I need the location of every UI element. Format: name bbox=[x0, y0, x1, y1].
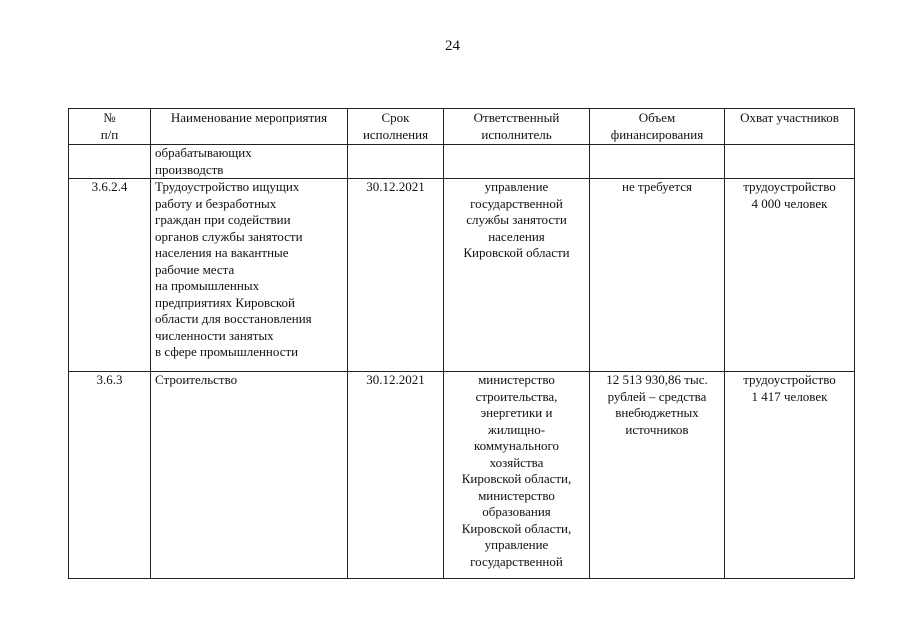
cell-financing: 12 513 930,86 тыс. рублей – средства внебюджетных источников bbox=[590, 372, 725, 579]
cell-coverage: трудоустройство 1 417 человек bbox=[725, 372, 855, 579]
measures-table bbox=[68, 108, 855, 579]
cell-responsible bbox=[444, 145, 590, 179]
cell-financing: не требуется bbox=[590, 179, 725, 372]
cell-coverage: трудоустройство 4 000 человек bbox=[725, 179, 855, 372]
cell-name: обрабатывающих производств bbox=[151, 145, 348, 179]
header-number: № п/п bbox=[69, 109, 151, 145]
cell-responsible: управление государственной службы занятости населения Кировской области bbox=[444, 179, 590, 372]
cell-responsible: министерство строительства, энергетики и жилищно- коммунального хозяйства Кировской области, министерство образования Кировской области, управление государственной bbox=[444, 372, 590, 579]
cell-financing bbox=[590, 145, 725, 179]
cell-term bbox=[348, 145, 444, 179]
table-row bbox=[69, 179, 855, 372]
cell-name: Строительство bbox=[151, 372, 348, 579]
header-term: Срок исполнения bbox=[348, 109, 444, 145]
cell-term: 30.12.2021 bbox=[348, 179, 444, 372]
header-coverage: Охват участников bbox=[725, 109, 855, 145]
header-responsible: Ответственный исполнитель bbox=[444, 109, 590, 145]
cell-term: 30.12.2021 bbox=[348, 372, 444, 579]
cell-name: Трудоустройство ищущих работу и безработных граждан при содействии органов службы занятости населения на вакантные рабочие места на промышленных предприятиях Кировской области для восстановления численности занятых в сфере промышленности bbox=[151, 179, 348, 372]
cell-coverage bbox=[725, 145, 855, 179]
table-row bbox=[69, 372, 855, 579]
page-number: 24 bbox=[445, 38, 460, 54]
cell-number bbox=[69, 145, 151, 179]
table-row bbox=[69, 145, 855, 179]
header-name: Наименование мероприятия bbox=[151, 109, 348, 145]
cell-number: 3.6.3 bbox=[69, 372, 151, 579]
cell-number: 3.6.2.4 bbox=[69, 179, 151, 372]
header-financing: Объем финансирования bbox=[590, 109, 725, 145]
table-header-row bbox=[69, 109, 855, 145]
